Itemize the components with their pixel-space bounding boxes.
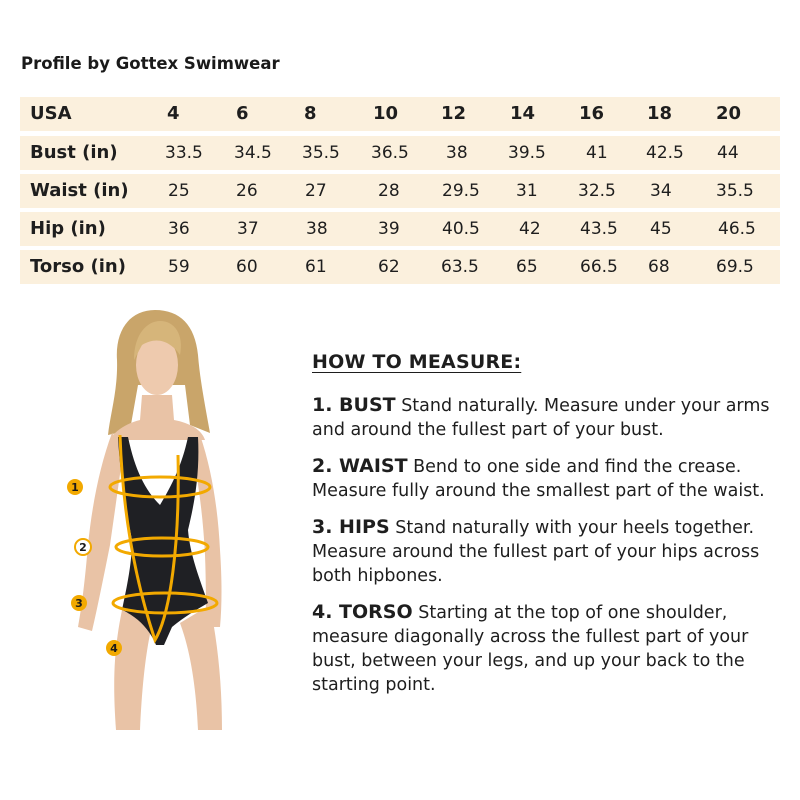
size-cell: 42 (519, 219, 541, 239)
size-cell: 37 (237, 219, 259, 239)
step-label: 4. TORSO (312, 601, 413, 623)
size-header-cell: 18 (647, 103, 673, 124)
step-text: Stand naturally. Measure under your arms and around the fullest part of your bust. (312, 396, 770, 440)
size-header-cell: 10 (373, 103, 399, 124)
size-header-cell: 20 (716, 103, 742, 124)
size-cell: 28 (378, 181, 400, 201)
step-label: 3. HIPS (312, 516, 390, 538)
size-cell: 39 (378, 219, 400, 239)
size-cell: 63.5 (441, 257, 479, 277)
measure-step-torso (312, 600, 782, 697)
marker-2: 2 (79, 541, 87, 554)
size-row-label: Bust (in) (30, 142, 118, 163)
size-header-cell: 16 (579, 103, 605, 124)
size-cell: 34.5 (234, 143, 272, 163)
size-cell: 66.5 (580, 257, 618, 277)
size-cell: 25 (168, 181, 190, 201)
size-cell: 60 (236, 257, 258, 277)
size-cell: 36 (168, 219, 190, 239)
size-row-hip (20, 212, 780, 246)
size-cell: 29.5 (442, 181, 480, 201)
size-cell: 65 (516, 257, 538, 277)
size-cell: 69.5 (716, 257, 754, 277)
measure-step-waist (312, 454, 782, 503)
measure-step-bust (312, 393, 782, 442)
how-to-measure (312, 350, 782, 709)
marker-1: 1 (71, 481, 79, 494)
size-cell: 62 (378, 257, 400, 277)
size-cell: 59 (168, 257, 190, 277)
size-cell: 41 (586, 143, 608, 163)
size-header-row (20, 97, 780, 131)
marker-3: 3 (75, 597, 83, 610)
size-cell: 31 (516, 181, 538, 201)
size-row-bust (20, 136, 780, 170)
step-text: Bend to one side and find the crease. Measure fully around the smallest part of the waist. (312, 457, 765, 501)
size-cell: 42.5 (646, 143, 684, 163)
size-header-cell: 8 (304, 103, 317, 124)
size-cell: 68 (648, 257, 670, 277)
size-row-label: Hip (in) (30, 218, 106, 239)
size-header-label: USA (30, 103, 72, 124)
size-row-waist (20, 174, 780, 208)
step-text: Starting at the top of one shoulder, measure diagonally across the fullest part of your bust, between your legs, and up your back to the starting point. (312, 603, 749, 695)
step-text: Stand naturally with your heels together. Measure around the fullest part of your hips across both hipbones. (312, 518, 760, 586)
size-header-cell: 12 (441, 103, 467, 124)
size-cell: 35.5 (302, 143, 340, 163)
size-cell: 38 (446, 143, 468, 163)
size-cell: 43.5 (580, 219, 618, 239)
size-cell: 40.5 (442, 219, 480, 239)
size-row-torso (20, 250, 780, 284)
marker-4: 4 (110, 642, 118, 655)
size-cell: 26 (236, 181, 258, 201)
how-to-measure-title: HOW TO MEASURE: (312, 351, 522, 373)
size-cell: 33.5 (165, 143, 203, 163)
size-cell: 45 (650, 219, 672, 239)
size-cell: 61 (305, 257, 327, 277)
brand-title: Profile by Gottex Swimwear (21, 54, 280, 73)
size-header-cell: 4 (167, 103, 180, 124)
size-cell: 35.5 (716, 181, 754, 201)
size-header-cell: 14 (510, 103, 536, 124)
size-header-cell: 6 (236, 103, 249, 124)
step-label: 1. BUST (312, 394, 396, 416)
size-cell: 46.5 (718, 219, 756, 239)
size-cell: 34 (650, 181, 672, 201)
size-cell: 44 (717, 143, 739, 163)
size-cell: 39.5 (508, 143, 546, 163)
size-cell: 27 (305, 181, 327, 201)
size-cell: 32.5 (578, 181, 616, 201)
size-row-label: Waist (in) (30, 180, 129, 201)
size-row-label: Torso (in) (30, 256, 126, 277)
model-figure (60, 305, 260, 735)
step-label: 2. WAIST (312, 455, 408, 477)
size-cell: 38 (306, 219, 328, 239)
measure-step-hips (312, 515, 782, 588)
size-cell: 36.5 (371, 143, 409, 163)
